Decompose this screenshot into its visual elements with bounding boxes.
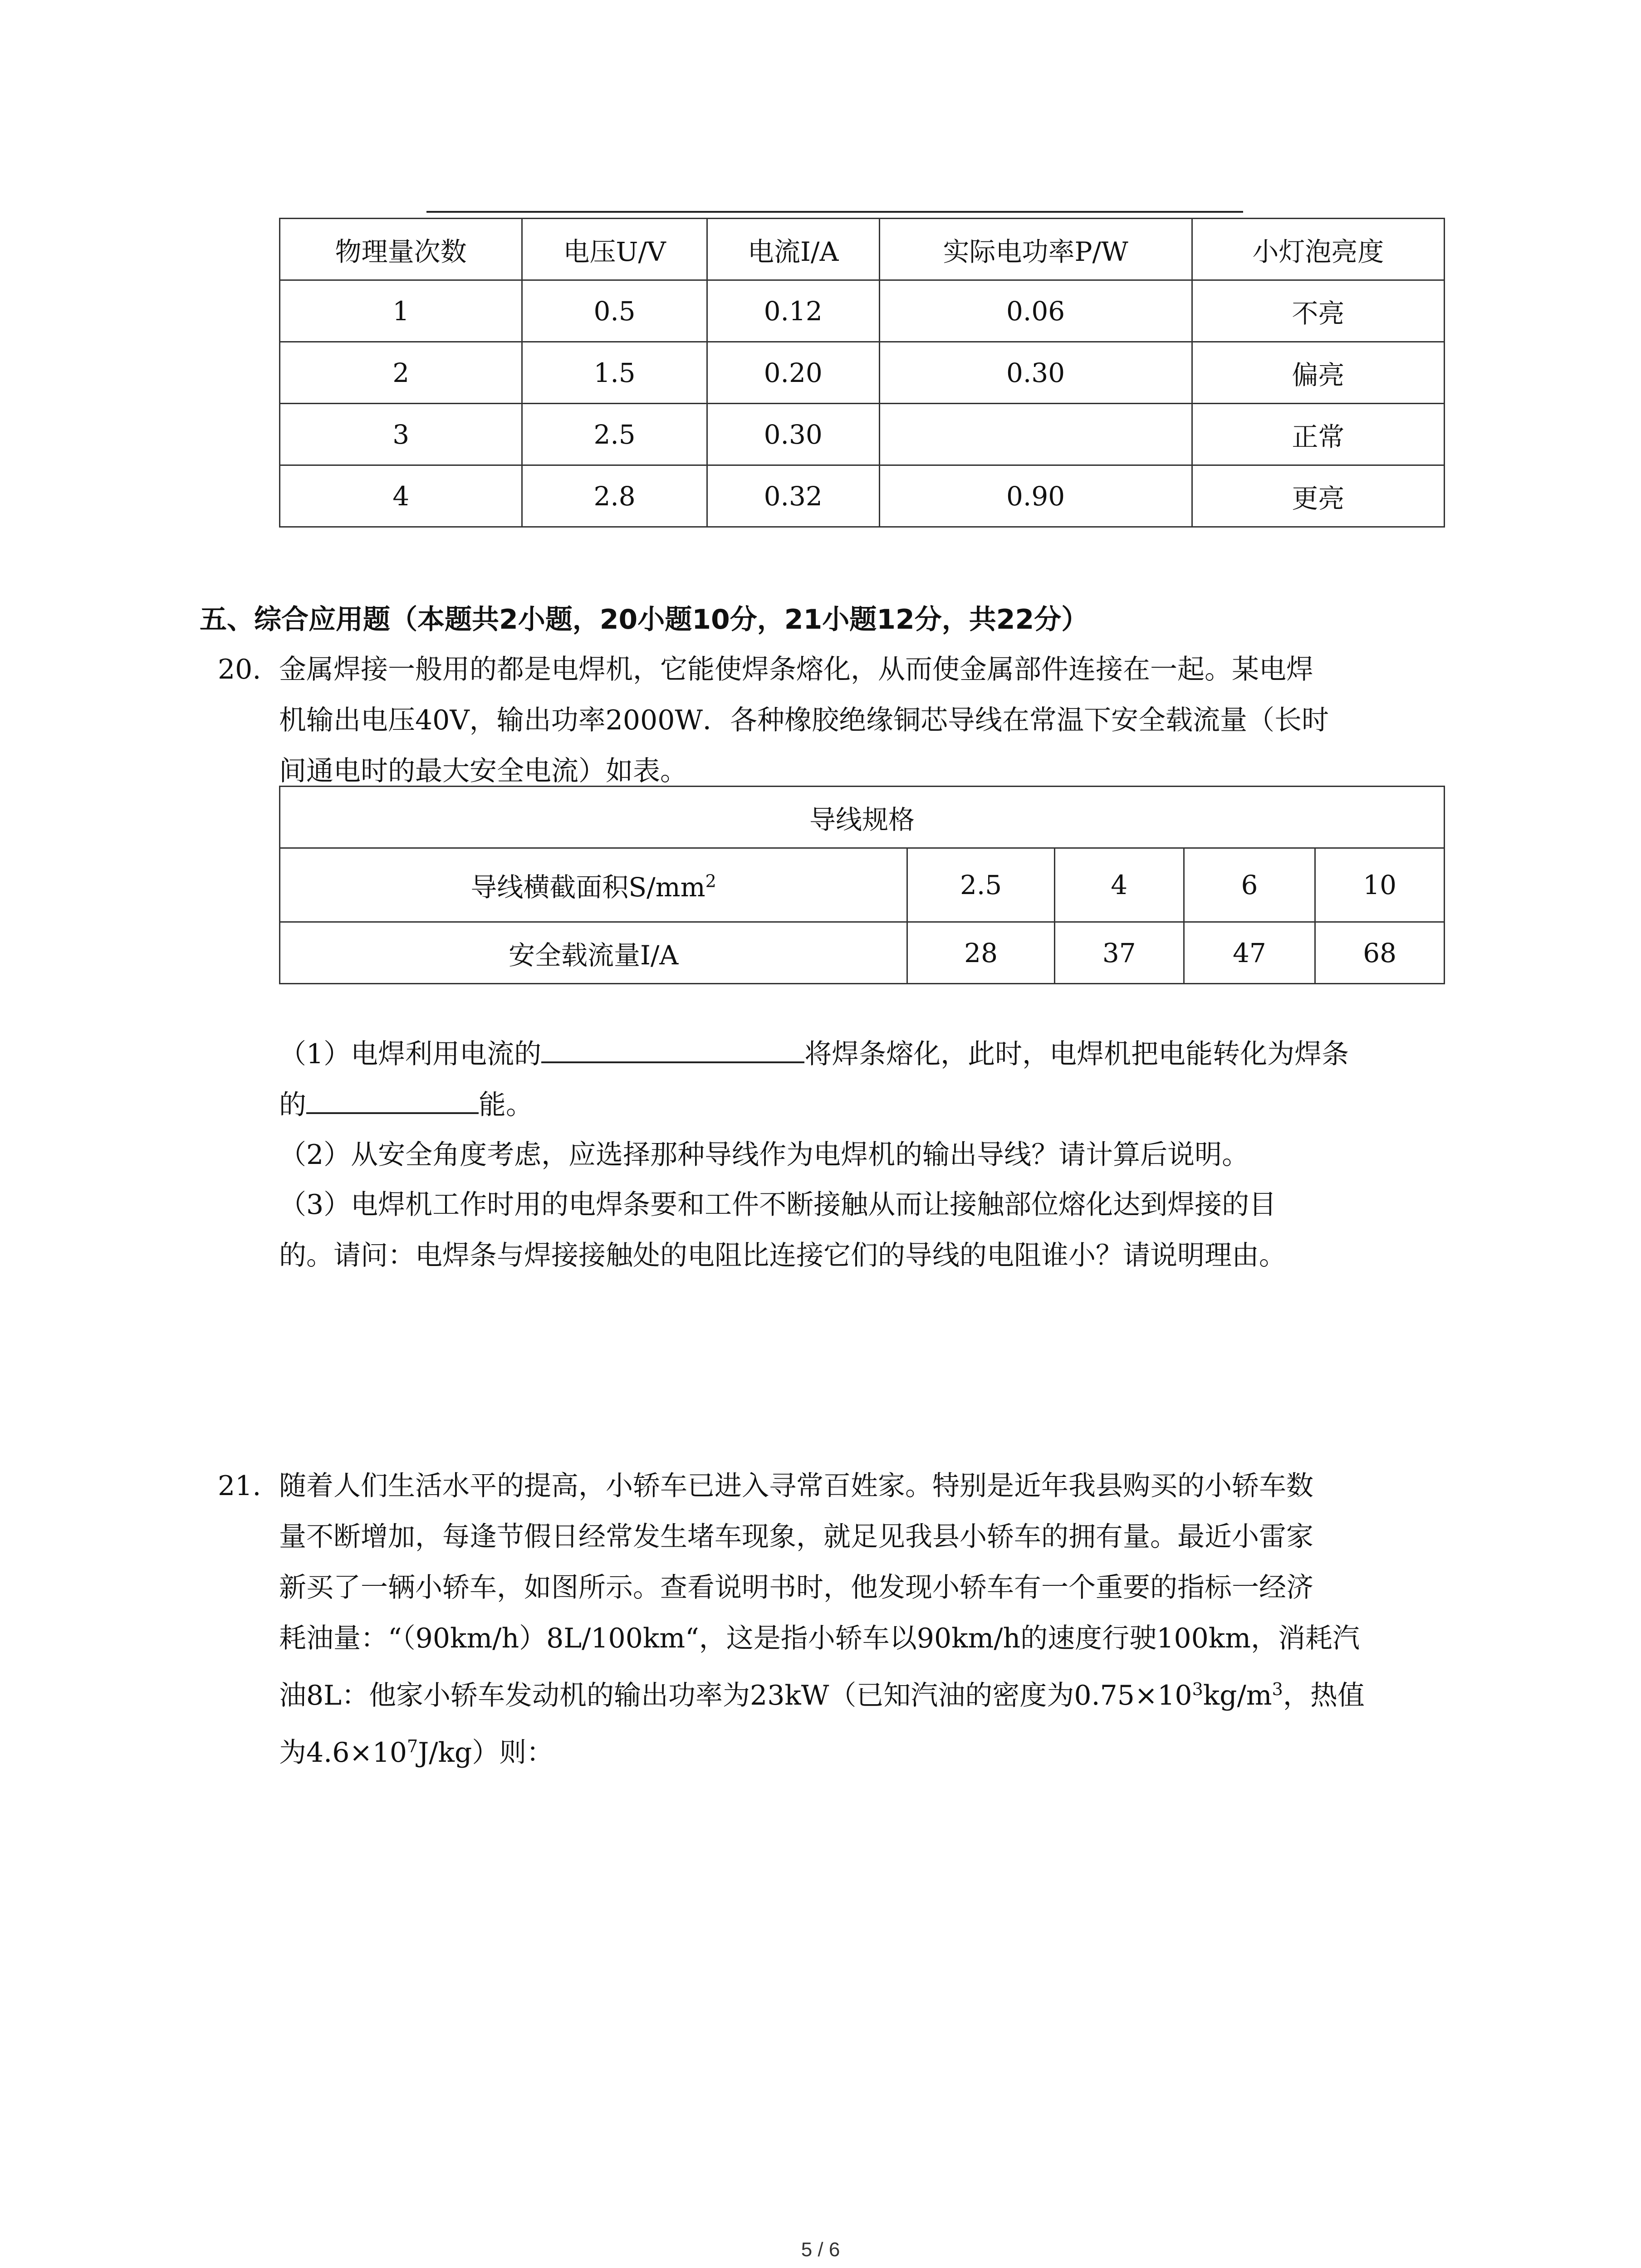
text-line: 耗油量：“（90km/h）8L/100km“，这是指小轿车以90km/h的速度行驶100km，消耗汽 <box>279 1623 1360 1654</box>
table-cell: 28 <box>907 922 1055 984</box>
table-header: 电压U/V <box>522 219 707 280</box>
text-line: 新买了一辆小轿车，如图所示。查看说明书时，他发现小轿车有一个重要的指标一经济 <box>279 1572 1313 1603</box>
superscript: 3 <box>1272 1679 1283 1699</box>
text-segment: 为4.6×10 <box>279 1737 407 1769</box>
table-cell: 2 <box>280 342 522 404</box>
text-line: 间通电时的最大安全电流）如表。 <box>279 755 687 787</box>
table-cell: 0.12 <box>707 280 879 342</box>
table-header-row <box>280 787 1445 848</box>
text-line: 随着人们生活水平的提高，小轿车已进入寻常百姓家。特别是近年我县购买的小轿车数 <box>279 1470 1313 1502</box>
superscript: 3 <box>1192 1679 1203 1699</box>
text-line: 的。请问：电焊条与焊接接触处的电阻比连接它们的导线的电阻谁小？请说明理由。 <box>279 1240 1286 1271</box>
wire-spec-table <box>279 786 1445 984</box>
table-cell: 0.90 <box>879 465 1192 527</box>
table-cell: 0.06 <box>879 280 1192 342</box>
text-line <box>279 1080 1459 1130</box>
table-cell <box>879 404 1192 465</box>
text-line <box>279 1029 1459 1080</box>
answer-blank[interactable] <box>541 1034 804 1063</box>
text-segment: 将焊条熔化，此时，电焊机把电能转化为焊条 <box>804 1038 1349 1070</box>
text-segment: ，热值 <box>1283 1680 1365 1711</box>
table-cell: 47 <box>1184 922 1315 984</box>
page-number: 5 / 6 <box>801 2239 840 2261</box>
table-cell: 0.20 <box>707 342 879 404</box>
top-rule <box>426 211 1243 213</box>
table-row <box>280 404 1445 465</box>
table-cell <box>280 848 907 922</box>
table-cell: 37 <box>1054 922 1184 984</box>
table-cell: 更亮 <box>1192 465 1444 527</box>
table-cell: 0.30 <box>707 404 879 465</box>
table-cell: 1 <box>280 280 522 342</box>
experiment-table <box>279 218 1445 528</box>
answer-blank[interactable] <box>306 1085 479 1114</box>
table-title: 导线规格 <box>280 787 1445 848</box>
text-line: 机输出电压40V，输出功率2000W．各种橡胶绝缘铜芯导线在常温下安全载流量（长时 <box>279 704 1329 736</box>
table-cell: 0.30 <box>879 342 1192 404</box>
question-text <box>279 644 1450 797</box>
table-cell: 安全载流量I/A <box>280 922 907 984</box>
table-cell: 0.32 <box>707 465 879 527</box>
text-segment: （1）电焊利用电流的 <box>279 1038 542 1070</box>
sub-question-1 <box>279 1029 1459 1130</box>
superscript: 2 <box>705 871 716 891</box>
text-segment: kg/m <box>1203 1680 1272 1711</box>
text-line: 金属焊接一般用的都是电焊机，它能使焊条熔化，从而使金属部件连接在一起。某电焊 <box>279 654 1313 685</box>
superscript: 7 <box>407 1736 418 1756</box>
question-number: 21. <box>218 1470 261 1502</box>
sub-question-3 <box>279 1179 1459 1281</box>
text-line: 量不断增加，每逢节假日经常发生堵车现象，就足见我县小轿车的拥有量。最近小雷家 <box>279 1521 1313 1553</box>
question-number: 20. <box>218 654 261 685</box>
table-cell: 6 <box>1184 848 1315 922</box>
table-cell: 3 <box>280 404 522 465</box>
table-header: 电流I/A <box>707 219 879 280</box>
table-header: 实际电功率P/W <box>879 219 1192 280</box>
table-cell: 正常 <box>1192 404 1444 465</box>
text-line: （3）电焊机工作时用的电焊条要和工件不断接触从而让接触部位熔化达到焊接的目 <box>279 1189 1277 1221</box>
text-segment: 能。 <box>479 1089 533 1121</box>
table-cell: 2.8 <box>522 465 707 527</box>
table-cell: 4 <box>1054 848 1184 922</box>
table-cell: 4 <box>280 465 522 527</box>
table-header: 物理量次数 <box>280 219 522 280</box>
table-cell: 偏亮 <box>1192 342 1444 404</box>
table-header: 小灯泡亮度 <box>1192 219 1444 280</box>
table-cell: 1.5 <box>522 342 707 404</box>
table-cell: 0.5 <box>522 280 707 342</box>
table-row <box>280 848 1445 922</box>
text-line <box>279 1664 1450 1721</box>
table-header-row <box>280 219 1445 280</box>
text-segment: 的 <box>279 1089 306 1121</box>
sub-question-2: （2）从安全角度考虑，应选择那种导线作为电焊机的输出导线？请计算后说明。 <box>279 1139 1249 1171</box>
row-label: 导线横截面积S/mm <box>470 872 705 903</box>
text-segment: J/kg）则： <box>418 1737 554 1769</box>
table-cell: 2.5 <box>522 404 707 465</box>
table-row <box>280 922 1445 984</box>
table-row <box>280 280 1445 342</box>
text-line <box>279 1721 1450 1778</box>
table-cell: 68 <box>1315 922 1445 984</box>
table-row <box>280 342 1445 404</box>
table-cell: 10 <box>1315 848 1445 922</box>
question-text <box>279 1461 1450 1778</box>
section-title: 五、综合应用题（本题共2小题，20小题10分，21小题12分，共22分） <box>200 604 1089 635</box>
table-cell: 不亮 <box>1192 280 1444 342</box>
table-row <box>280 465 1445 527</box>
table-cell: 2.5 <box>907 848 1055 922</box>
text-segment: 油8L：他家小轿车发动机的输出功率为23kW（已知汽油的密度为0.75×10 <box>279 1680 1192 1711</box>
